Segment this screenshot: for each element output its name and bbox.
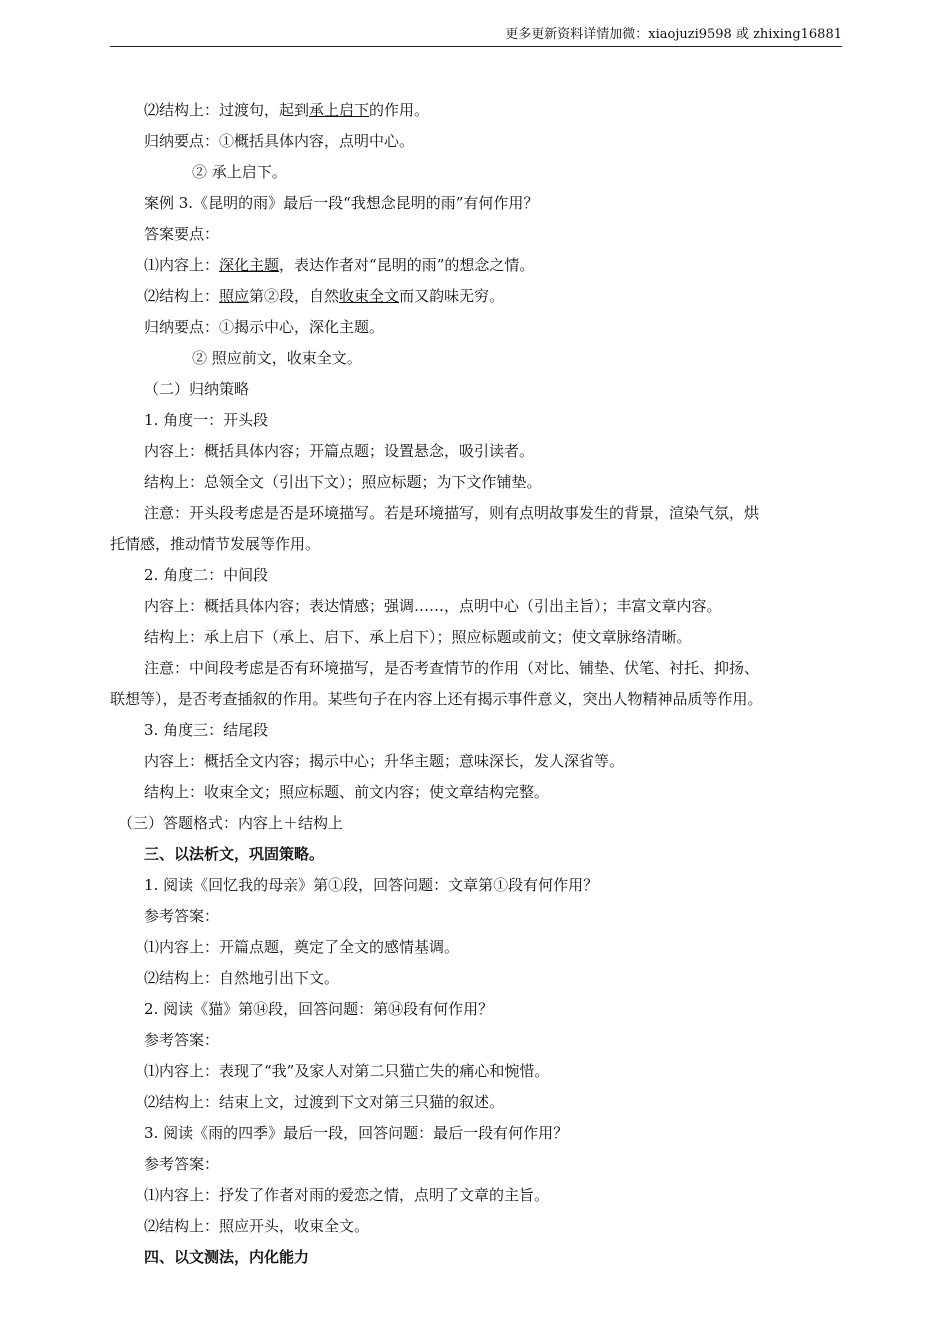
text-line: 参考答案：	[144, 1031, 220, 1049]
page-header	[110, 24, 842, 47]
underlined-text: 照应	[219, 287, 250, 305]
text-line: 联想等），是否考查插叙的作用。某些句子在内容上还有揭示事件意义，突出人物精神品质等作用。	[110, 690, 763, 708]
text-line	[144, 98, 429, 122]
text-line: ② 承上启下。	[192, 163, 287, 181]
text-line: ⑴内容上：抒发了作者对雨的爱恋之情，点明了文章的主旨。	[144, 1186, 550, 1204]
text-line: 内容上：概括具体内容；开篇点题；设置悬念，吸引读者。	[144, 442, 535, 460]
section-heading: （二）归纳策略	[144, 380, 250, 398]
text-line: 3. 角度三：结尾段	[144, 721, 269, 739]
text-line: 3. 阅读《雨的四季》最后一段，回答问题：最后一段有何作用？	[144, 1124, 569, 1142]
text-line: 1. 阅读《回忆我的母亲》第①段，回答问题：文章第①段有何作用？	[144, 876, 599, 894]
section-heading: 四、以文测法，内化能力	[144, 1248, 310, 1266]
text-line: 1. 角度一：开头段	[144, 411, 269, 429]
text-line: 参考答案：	[144, 907, 220, 925]
text-segment: 第②段，自然	[249, 287, 340, 305]
text-line: 内容上：概括全文内容；揭示中心；升华主题；意味深长，发人深省等。	[144, 752, 625, 770]
text-line	[144, 253, 534, 277]
text-segment: ⑵结构上：过渡句，起到	[144, 101, 310, 119]
text-line: 注意：中间段考虑是否有环境描写，是否考查情节的作用（对比、铺垫、伏笔、衬托、抑扬、	[144, 659, 760, 677]
text-line	[144, 284, 504, 308]
text-line: 案例 3.《昆明的雨》最后一段“我想念昆明的雨”有何作用？	[144, 194, 539, 212]
text-line: 归纳要点：①概括具体内容，点明中心。	[144, 132, 415, 150]
underlined-text: 深化主题	[219, 256, 280, 274]
text-segment: ⑴内容上：	[144, 256, 220, 274]
underlined-text: 承上启下	[309, 101, 370, 119]
text-line: 2. 角度二：中间段	[144, 566, 269, 584]
underlined-text: 收束全文	[339, 287, 400, 305]
text-segment: ⑵结构上：	[144, 287, 220, 305]
header-text: 更多更新资料详情加微：xiaojuzi9598 或 zhixing16881	[505, 27, 842, 42]
section-heading: 三、以法析文，巩固策略。	[144, 845, 325, 863]
text-line: 结构上：收束全文；照应标题、前文内容；使文章结构完整。	[144, 783, 550, 801]
text-line: 答案要点：	[144, 225, 220, 243]
text-segment: ，表达作者对“昆明的雨”的想念之情。	[279, 256, 535, 274]
text-line: ⑵结构上：照应开头，收束全文。	[144, 1217, 370, 1235]
text-segment: 而又韵味无穷。	[399, 287, 505, 305]
text-line: 注意：开头段考虑是否是环境描写。若是环境描写，则有点明故事发生的背景，渲染气氛，烘	[144, 504, 760, 522]
text-line: 2. 阅读《猫》第⑭段，回答问题：第⑭段有何作用？	[144, 1000, 494, 1018]
section-heading: （三）答题格式：内容上＋结构上	[118, 814, 344, 832]
text-line: ② 照应前文，收束全文。	[192, 349, 362, 367]
text-line: 结构上：总领全文（引出下文）；照应标题；为下文作铺垫。	[144, 473, 542, 491]
text-line: 参考答案：	[144, 1155, 220, 1173]
text-segment: 的作用。	[369, 101, 430, 119]
text-line: 归纳要点：①揭示中心，深化主题。	[144, 318, 385, 336]
text-line: ⑵结构上：结束上文，过渡到下文对第三只猫的叙述。	[144, 1093, 505, 1111]
text-line: 内容上：概括具体内容；表达情感；强调……，点明中心（引出主旨）；丰富文章内容。	[144, 597, 722, 615]
text-line: ⑴内容上：表现了“我”及家人对第二只猫亡失的痛心和惋惜。	[144, 1062, 550, 1080]
text-line: 结构上：承上启下（承上、启下、承上启下）；照应标题或前文；使文章脉络清晰。	[144, 628, 692, 646]
text-line: ⑵结构上：自然地引出下文。	[144, 969, 340, 987]
text-line: ⑴内容上：开篇点题，奠定了全文的感情基调。	[144, 938, 460, 956]
text-line: 托情感，推动情节发展等作用。	[110, 535, 321, 553]
